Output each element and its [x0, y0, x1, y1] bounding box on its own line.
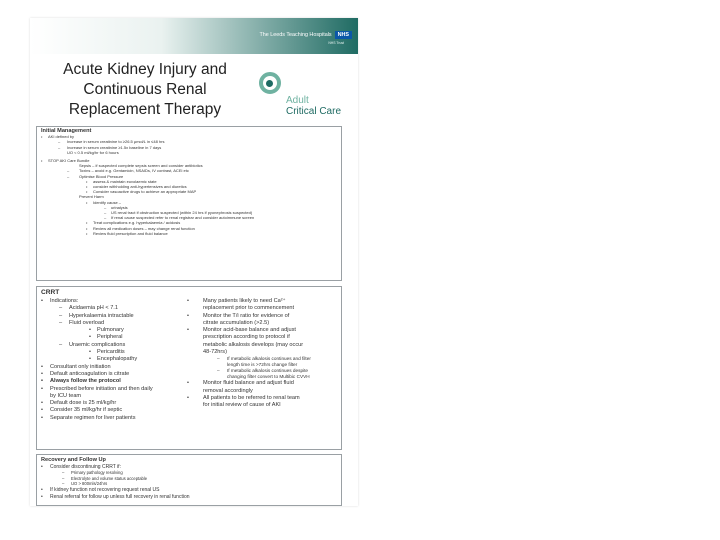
bullet-icon: •	[41, 385, 43, 392]
list-item: AKI defined by	[48, 134, 75, 140]
bullet-icon: •	[41, 378, 43, 385]
list-item: If renal cause suspected refer to renal registrar and consider autoimmune screen	[111, 215, 255, 221]
bullet-icon: •	[41, 414, 43, 421]
bullet-icon: •	[187, 327, 189, 334]
logo-dot-icon	[266, 80, 273, 87]
list-item: US renal tract if obstruction suspected (within 24 hrs if pyonephrosis suspected)	[111, 210, 253, 216]
list-item: Separate regimen for liver patients	[50, 414, 136, 421]
dash-icon: –	[58, 139, 61, 145]
logo-text-critical-care: Critical Care	[286, 106, 342, 117]
dash-icon: –	[217, 368, 220, 374]
list-item: citrate accumulation (>2.5)	[203, 319, 270, 326]
dash-icon: –	[62, 475, 65, 481]
list-item: length time is >72hrs change filter	[227, 362, 298, 368]
title-line-2: Continuous Renal	[83, 81, 207, 98]
list-item: Electrolyte and volume status acceptable	[71, 475, 148, 481]
list-item: Primary pathology resolving	[71, 470, 123, 476]
logo-text-adult: Adult	[286, 95, 309, 106]
list-item: replacement prior to commencement	[203, 305, 295, 312]
list-item: UO > 800mls/24hrs	[71, 481, 108, 487]
list-item: Consider discontinuing CRRT if:	[50, 463, 121, 470]
bullet-icon: •	[187, 394, 189, 401]
dash-icon: –	[67, 173, 70, 179]
list-item: Treat complications e.g. hyperkalaemia / acidosis	[93, 220, 181, 226]
bullet-icon: •	[41, 298, 43, 304]
list-item: Encephalopathy	[97, 356, 138, 363]
list-item: metabolic alkalosis develops (may occur	[203, 341, 304, 348]
bullet-icon: •	[86, 220, 88, 226]
list-item: Consider vasoactive drugs to achieve an appropriate MAP	[93, 189, 197, 195]
bullet-icon: •	[86, 199, 88, 205]
list-item: UO < 0.5 ml/kg/hr for 6 hours	[67, 149, 119, 155]
list-item: prescription according to protocol if	[203, 334, 290, 341]
bullet-icon: •	[41, 363, 43, 370]
trust-label: The Leeds Teaching Hospitals	[259, 32, 332, 38]
list-item: by ICU team	[50, 392, 82, 399]
list-item: Fluid overload	[69, 319, 105, 326]
dash-icon: –	[62, 481, 65, 487]
list-item: Sepsis – if suspected complete sepsis screen and consider antibiotics	[79, 163, 203, 169]
list-item: Always follow the protocol	[50, 378, 121, 385]
list-item: All patients to be referred to renal team	[203, 394, 300, 401]
bullet-icon: •	[89, 334, 91, 341]
list-item: If metabolic alkalosis continues despite	[227, 368, 309, 374]
list-item: Acidaemia pH < 7.1	[69, 305, 118, 312]
list-item: Pericarditis	[97, 349, 125, 356]
initial-management-box	[36, 126, 342, 281]
dash-icon: –	[59, 319, 63, 326]
list-item: Default anticoagulation is citrate	[50, 370, 130, 377]
bullet-icon: •	[89, 327, 91, 334]
list-item: Review all medication doses – may change renal function	[93, 225, 195, 231]
document-page	[30, 18, 358, 506]
crrt-left-column	[41, 298, 191, 422]
list-item: Consultant only initiation	[50, 363, 111, 370]
bullet-icon: •	[86, 230, 88, 236]
dash-icon: –	[59, 305, 63, 312]
list-item: Peripheral	[97, 334, 123, 341]
document-title	[50, 60, 240, 120]
list-item: Monitor acid-base balance and adjust	[203, 327, 296, 334]
nhs-logo: NHS	[335, 31, 352, 39]
bullet-icon: •	[187, 312, 189, 319]
list-item: Prevent Harm	[79, 194, 104, 200]
list-item: Default dose is 25 ml/kg/hr	[50, 400, 117, 407]
bullet-icon: •	[41, 407, 43, 414]
bullet-icon: •	[41, 486, 43, 493]
crrt-right-column	[187, 298, 337, 410]
bullet-icon: •	[86, 184, 88, 190]
dash-icon: –	[59, 341, 63, 348]
list-item: Monitor the T/i ratio for evidence of	[203, 312, 290, 319]
header-banner	[30, 18, 358, 54]
list-item: Many patients likely to need Ca²⁺	[203, 298, 286, 304]
list-item: Consider 35 ml/kg/hr if septic	[50, 407, 123, 414]
list-item: for initial review of cause of AKI	[203, 402, 281, 409]
dash-icon: –	[104, 204, 107, 210]
bullet-icon: •	[41, 400, 43, 407]
list-item: Monitor fluid balance and adjust fluid	[203, 380, 294, 387]
bullet-icon: •	[187, 298, 189, 304]
dash-icon: –	[58, 144, 61, 150]
dash-icon: –	[104, 215, 107, 221]
bullet-icon: •	[89, 349, 91, 356]
bullet-icon: •	[86, 189, 88, 195]
list-item: Identify cause –	[93, 199, 122, 205]
bullet-icon: •	[41, 134, 43, 140]
section-title-initial: Initial Management	[41, 128, 92, 134]
list-item: Optimise Blood Pressure	[79, 173, 124, 179]
list-item: removal accordingly	[203, 387, 253, 394]
list-item: If metabolic alkalosis continues and filter	[227, 356, 311, 362]
list-item: Increase in serum creatinine to ≥26.5 µmol/L in ≤48 hrs	[67, 139, 165, 145]
list-item: If kidney function not recovering request renal US	[50, 486, 160, 493]
list-item: Pulmonary	[97, 327, 124, 334]
title-line-3: Replacement Therapy	[68, 101, 222, 118]
recovery-box	[36, 454, 342, 506]
section-title-recovery: Recovery and Follow Up	[41, 457, 106, 463]
dash-icon: –	[217, 356, 220, 362]
list-item: urinalysis	[111, 204, 128, 210]
dash-icon: –	[62, 470, 65, 476]
list-item: changing filter convert to Multibic CVVH	[227, 374, 310, 380]
list-item: consider withholding anti-hypertensives and diuretics	[93, 184, 187, 190]
bullet-icon: •	[41, 158, 43, 164]
crrt-box	[36, 286, 342, 450]
trust-name	[259, 31, 352, 39]
bullet-icon: •	[187, 380, 189, 387]
list-item: Increase in serum creatinine ≥1.5x baseline in 7 days	[67, 144, 162, 150]
list-item: Uraemic complications	[69, 341, 126, 348]
list-item: Renal referral for follow up unless full recovery in renal function	[50, 493, 190, 500]
dash-icon: –	[104, 210, 107, 216]
bullet-icon: •	[41, 463, 43, 470]
trust-subtitle: NHS Trust	[328, 41, 344, 45]
bullet-icon: •	[89, 356, 91, 363]
bullet-icon: •	[41, 493, 43, 500]
dash-icon: –	[59, 312, 63, 319]
bullet-icon: •	[86, 178, 88, 184]
list-item: Toxins – avoid e.g. Gentamicin, NSAIDs, IV contrast, ACEi etc	[79, 168, 189, 174]
list-item: Indications:	[50, 298, 79, 304]
section-title-crrt: CRRT	[41, 289, 60, 296]
list-item: 48-72hrs)	[203, 349, 227, 356]
list-item: Review fluid prescription and fluid balance	[93, 230, 168, 236]
list-item: STOP AKI Care Bundle	[48, 158, 90, 164]
bullet-icon: •	[86, 225, 88, 231]
list-item: Hyperkalaemia intractable	[69, 312, 134, 319]
list-item: assess & maintain euvolaemic state	[93, 178, 157, 184]
title-line-1: Acute Kidney Injury and	[63, 61, 227, 78]
dash-icon: –	[67, 168, 70, 174]
list-item: Prescribed before initiation and then daily	[50, 385, 153, 392]
bullet-icon: •	[41, 370, 43, 377]
